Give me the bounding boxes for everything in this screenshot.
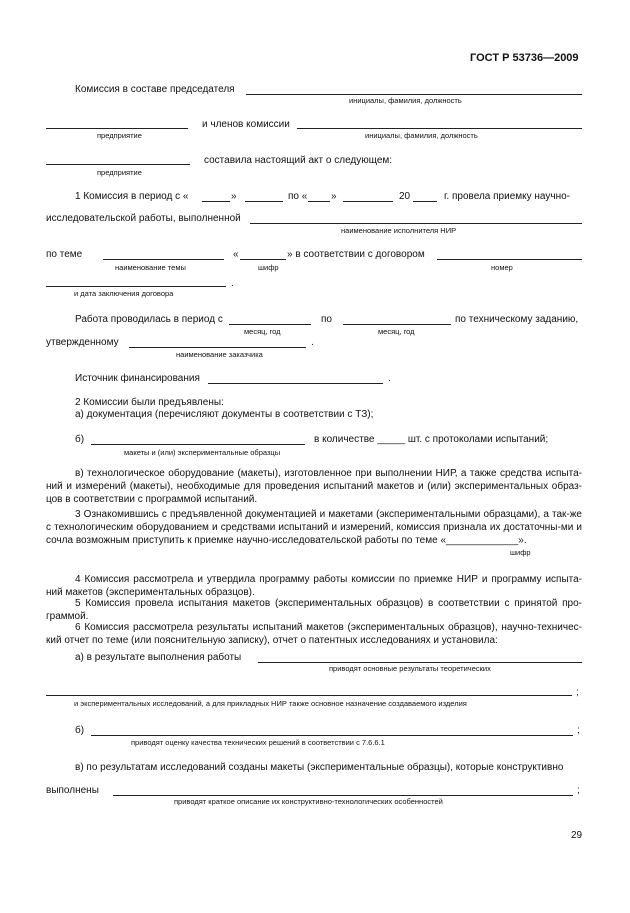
p2-heading: 2 Комиссии были предъявлены: xyxy=(75,397,224,408)
standard-header: ГОСТ Р 53736—2009 xyxy=(470,52,579,64)
quality-field[interactable] xyxy=(91,735,573,736)
topic-contract-label: » в соответствии с договором xyxy=(287,249,425,260)
topic-name-field[interactable] xyxy=(103,259,224,260)
caption-quality: приводят оценку качества технических решений в соответствии с 7.6.6.1 xyxy=(131,738,385,747)
caption-enterprise-2: предприятие xyxy=(97,168,142,177)
caption-month-year-2: месяц, год xyxy=(378,327,415,336)
period-end-field[interactable] xyxy=(343,324,451,325)
caption-customer: наименование заказчика xyxy=(176,350,263,359)
p5-paragraph: 5 Комиссия провела испытания макетов (экспериментальных образцов) в соответствии с принятой про-граммой. xyxy=(46,598,582,622)
p1-part-d: » xyxy=(331,191,337,202)
topic-code-field[interactable] xyxy=(240,259,286,260)
results-continued-field[interactable] xyxy=(46,695,572,696)
p4-paragraph: 4 Комиссия рассмотрела и утвердила программу работы комиссии по приемке НИР и программу испыта-ний макетов (экспериментальных образцов). xyxy=(46,574,582,598)
customer-dot: . xyxy=(311,337,314,348)
start-month-field[interactable] xyxy=(245,201,283,202)
funding-label: Источник финансирования xyxy=(75,373,200,384)
quality-semicolon: ; xyxy=(577,725,580,736)
caption-mockups: макеты и (или) экспериментальные образцы xyxy=(124,448,281,457)
caption-month-year-1: месяц, год xyxy=(244,327,281,336)
members-label: и членов комиссии xyxy=(202,119,290,130)
p6-item-a: а) в результате выполнения работы xyxy=(75,652,242,663)
design-semicolon: ; xyxy=(577,785,580,796)
page-number: 29 xyxy=(571,830,583,841)
p1-part-a: 1 Комиссия в период с « xyxy=(75,191,189,202)
contract-number-field[interactable] xyxy=(437,259,582,260)
chair-field[interactable] xyxy=(246,94,582,95)
p1-part-c: по « xyxy=(288,191,308,202)
executed-label: выполнены xyxy=(46,785,99,796)
caption-experimental: и экспериментальных исследований, а для прикладных НИР также основное назначение создаваемого изделия xyxy=(74,699,467,708)
p2-item-v: в) технологическое оборудование (макеты), изготовленное при выполнении НИР, а также средства испыта-ний и измерений (макеты), необходимые для проведения испытаний макетов и (или) экспериментальных образ-цов в соответствии с программой испытаний. xyxy=(46,468,582,505)
topic-label: по теме xyxy=(46,249,83,260)
period-start-field[interactable] xyxy=(229,324,311,325)
caption-initials-1: инициалы, фамилия, должность xyxy=(349,96,462,105)
design-description-field[interactable] xyxy=(113,795,573,796)
caption-code-2: шифр xyxy=(510,548,531,557)
end-month-field[interactable] xyxy=(343,201,393,202)
p1-line-2: исследовательской работы, выполненной xyxy=(46,213,241,224)
caption-initials-2: инициалы, фамилия, должность xyxy=(365,131,478,140)
p1-part-b: » xyxy=(231,191,237,202)
caption-main-results: приводят основные результаты теоретических xyxy=(329,664,491,673)
quote-open: « xyxy=(233,249,239,260)
results-semicolon: ; xyxy=(576,687,579,698)
technical-assignment-label: по техническому заданию, xyxy=(455,314,579,325)
p6-item-v: в) по результатам исследований созданы макеты (экспериментальные образцы), которые конструктивно xyxy=(75,762,564,773)
caption-design: приводят краткое описание их конструктивно-технологических особенностей xyxy=(174,797,443,806)
caption-executor: наименование исполнителя НИР xyxy=(341,226,457,235)
p2-item-a: а) документация (перечисляют документы в соответствии с ТЗ); xyxy=(75,409,374,420)
start-day-field[interactable] xyxy=(202,201,230,202)
members-field[interactable] xyxy=(297,128,582,129)
p6-paragraph: 6 Комиссия рассмотрела результаты испытаний макетов (экспериментальных образцов), научно-техничес-кий отчет по теме (или пояснительную записку), отчет о патентных исследованиях и установила: xyxy=(46,622,582,646)
approved-label: утвержденному xyxy=(46,337,119,348)
caption-number: номер xyxy=(491,263,513,272)
funding-field[interactable] xyxy=(208,383,383,384)
enterprise-field-1[interactable] xyxy=(46,128,188,129)
year-field[interactable] xyxy=(413,201,437,202)
caption-code: шифр xyxy=(258,263,279,272)
results-field[interactable] xyxy=(258,662,582,663)
p1-part-e: 20 xyxy=(399,191,411,202)
p1-part-f: г. провела приемку научно- xyxy=(444,191,570,202)
p2-item-b-text: в количестве _____ шт. с протоколами испытаний; xyxy=(314,434,549,445)
caption-contract-date: и дата заключения договора xyxy=(74,289,174,298)
caption-topic-name: наименование темы xyxy=(115,263,186,272)
commission-chair-label: Комиссия в составе председателя xyxy=(75,84,235,95)
end-day-field[interactable] xyxy=(308,201,330,202)
customer-field[interactable] xyxy=(129,347,306,348)
work-period-label: Работа проводилась в период с xyxy=(75,314,223,325)
p3-paragraph: 3 Ознакомившись с предъявленной документацией и макетами (экспериментальными образцами), а так-же с технологическим оборудованием и средствами испытаний и измерений, комиссия признала их достаточны-ми и сочла возможным приступить к приемке научно-исследовательской работы по теме «_____________». xyxy=(46,509,582,546)
executor-field[interactable] xyxy=(250,223,582,224)
compiled-label: составила настоящий акт о следующем: xyxy=(204,155,393,166)
contract-date-dot: . xyxy=(231,278,234,289)
p2-item-b-label: б) xyxy=(75,434,85,445)
caption-enterprise-1: предприятие xyxy=(97,131,142,140)
contract-date-field[interactable] xyxy=(46,286,226,287)
funding-dot: . xyxy=(388,373,391,384)
enterprise-field-2[interactable] xyxy=(46,164,190,165)
mockups-field[interactable] xyxy=(91,444,305,445)
p6-item-b: б) xyxy=(75,725,85,736)
work-period-to: по xyxy=(321,314,332,325)
